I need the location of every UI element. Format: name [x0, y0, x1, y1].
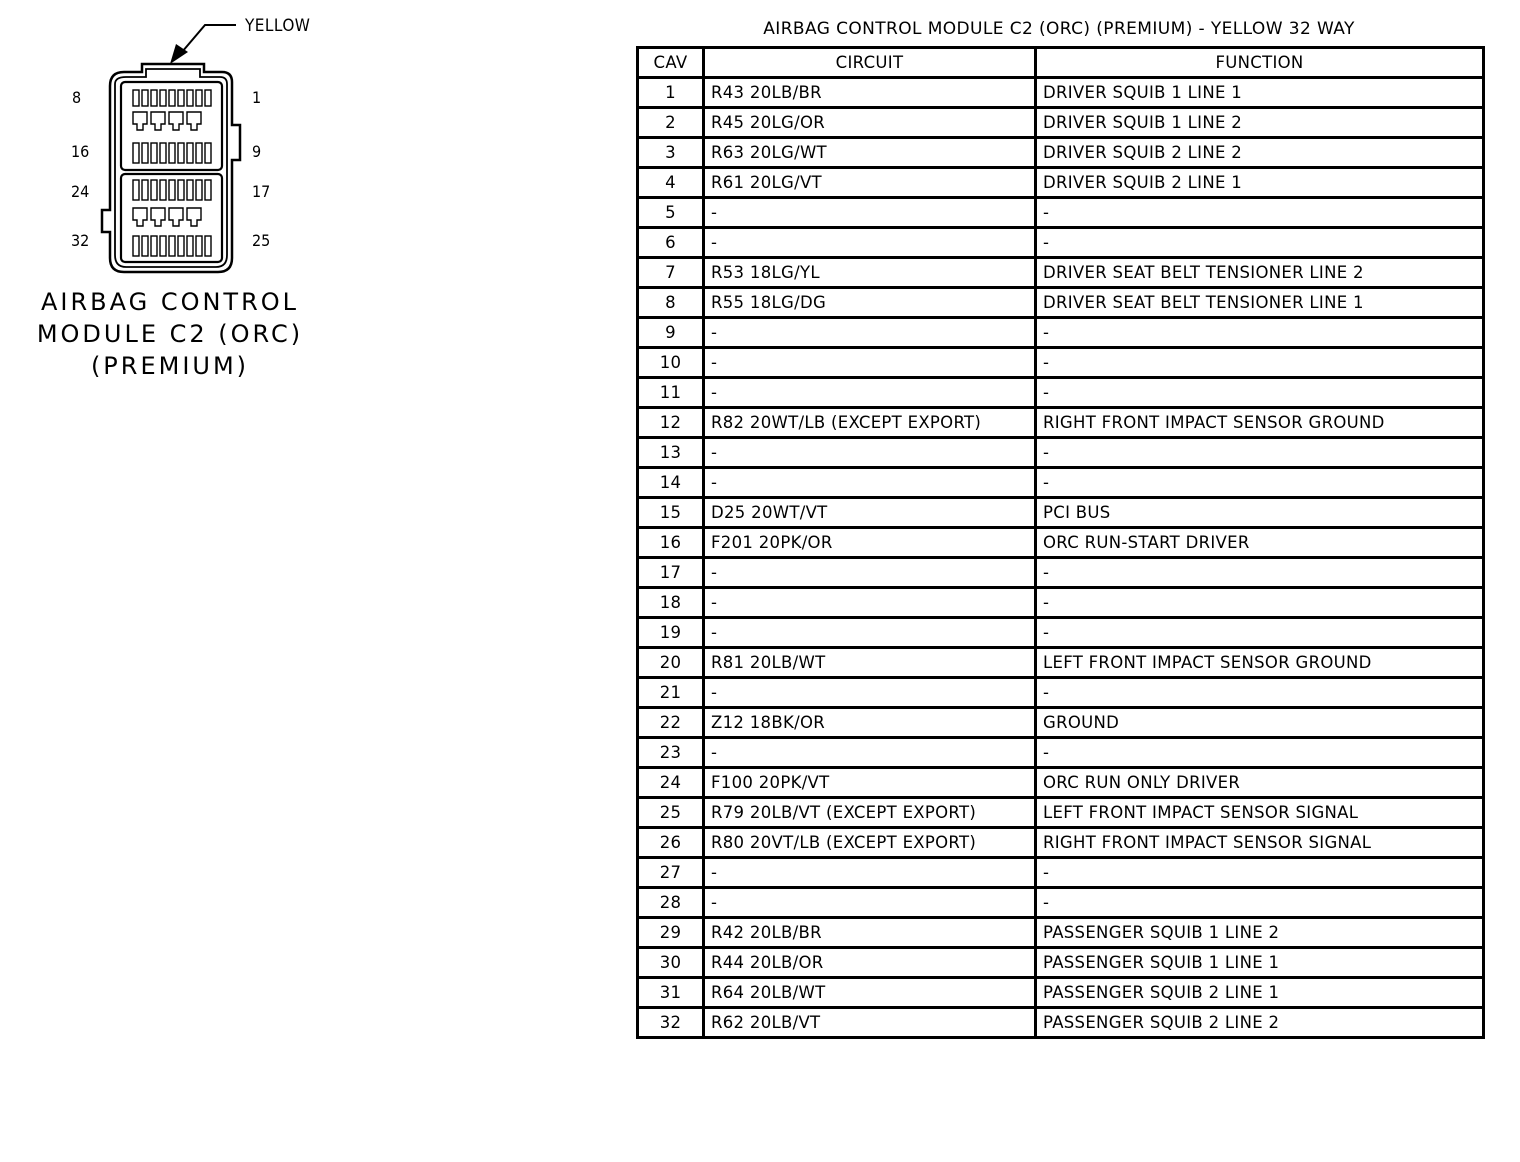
cav-cell: 3: [638, 138, 704, 168]
cav-cell: 5: [638, 198, 704, 228]
table-row: [638, 228, 1484, 258]
connector-housing: [102, 64, 240, 272]
table-row: [638, 138, 1484, 168]
cav-cell: 28: [638, 888, 704, 918]
table-title: AIRBAG CONTROL MODULE C2 (ORC) (PREMIUM) - YELLOW 32 WAY: [763, 19, 1355, 39]
cav-cell: 12: [638, 408, 704, 438]
function-cell: PASSENGER SQUIB 2 LINE 2: [1036, 1008, 1484, 1038]
function-cell: LEFT FRONT IMPACT SENSOR GROUND: [1036, 648, 1484, 678]
cav-cell: 16: [638, 528, 704, 558]
upper-cavity-block: [133, 90, 211, 163]
function-cell: GROUND: [1036, 708, 1484, 738]
header-function: FUNCTION: [1036, 48, 1484, 78]
circuit-cell: R55 18LG/DG: [704, 288, 1036, 318]
circuit-cell: R80 20VT/LB (EXCEPT EXPORT): [704, 828, 1036, 858]
function-cell: -: [1036, 588, 1484, 618]
table-row: [638, 288, 1484, 318]
caption-line-2: MODULE C2 (ORC): [36, 320, 304, 348]
function-cell: -: [1036, 228, 1484, 258]
table-row: [638, 528, 1484, 558]
circuit-cell: -: [704, 558, 1036, 588]
table-row: [638, 828, 1484, 858]
cav-cell: 17: [638, 558, 704, 588]
function-cell: -: [1036, 738, 1484, 768]
circuit-cell: -: [704, 198, 1036, 228]
circuit-cell: R44 20LB/OR: [704, 948, 1036, 978]
function-cell: PASSENGER SQUIB 2 LINE 1: [1036, 978, 1484, 1008]
circuit-cell: R61 20LG/VT: [704, 168, 1036, 198]
cav-cell: 21: [638, 678, 704, 708]
circuit-cell: -: [704, 588, 1036, 618]
circuit-cell: D25 20WT/VT: [704, 498, 1036, 528]
pin-label-32: 32: [71, 231, 90, 250]
cav-cell: 25: [638, 798, 704, 828]
function-cell: LEFT FRONT IMPACT SENSOR SIGNAL: [1036, 798, 1484, 828]
function-cell: DRIVER SEAT BELT TENSIONER LINE 1: [1036, 288, 1484, 318]
circuit-cell: -: [704, 888, 1036, 918]
table-row: [638, 858, 1484, 888]
color-leader-arrow: [182, 25, 236, 52]
circuit-cell: R64 20LB/WT: [704, 978, 1036, 1008]
table-row: [638, 558, 1484, 588]
lower-cavity-block: [133, 180, 211, 256]
cav-cell: 9: [638, 318, 704, 348]
function-cell: -: [1036, 438, 1484, 468]
cav-cell: 30: [638, 948, 704, 978]
cav-cell: 8: [638, 288, 704, 318]
function-cell: DRIVER SQUIB 2 LINE 1: [1036, 168, 1484, 198]
table-row: [638, 888, 1484, 918]
cav-cell: 24: [638, 768, 704, 798]
circuit-cell: R63 20LG/WT: [704, 138, 1036, 168]
table-row: [638, 768, 1484, 798]
cav-cell: 26: [638, 828, 704, 858]
function-cell: -: [1036, 558, 1484, 588]
table-row: [638, 258, 1484, 288]
circuit-cell: F201 20PK/OR: [704, 528, 1036, 558]
pin-label-8: 8: [72, 88, 82, 107]
cav-cell: 6: [638, 228, 704, 258]
circuit-cell: -: [704, 438, 1036, 468]
table-row: [638, 198, 1484, 228]
caption-line-3: (PREMIUM): [90, 352, 250, 380]
circuit-cell: R53 18LG/YL: [704, 258, 1036, 288]
cav-cell: 18: [638, 588, 704, 618]
circuit-cell: -: [704, 468, 1036, 498]
function-cell: DRIVER SEAT BELT TENSIONER LINE 2: [1036, 258, 1484, 288]
cav-cell: 15: [638, 498, 704, 528]
table-row: [638, 468, 1484, 498]
table-row: [638, 168, 1484, 198]
function-cell: -: [1036, 618, 1484, 648]
function-cell: DRIVER SQUIB 1 LINE 1: [1036, 78, 1484, 108]
cav-cell: 4: [638, 168, 704, 198]
table-row: [638, 408, 1484, 438]
pin-label-9: 9: [252, 142, 262, 161]
function-cell: PASSENGER SQUIB 1 LINE 1: [1036, 948, 1484, 978]
function-cell: -: [1036, 198, 1484, 228]
caption-line-1: AIRBAG CONTROL: [40, 288, 300, 316]
function-cell: -: [1036, 348, 1484, 378]
table-row: [638, 738, 1484, 768]
cav-cell: 19: [638, 618, 704, 648]
circuit-cell: -: [704, 738, 1036, 768]
cav-cell: 32: [638, 1008, 704, 1038]
circuit-cell: -: [704, 228, 1036, 258]
circuit-cell: R43 20LB/BR: [704, 78, 1036, 108]
cav-cell: 13: [638, 438, 704, 468]
function-cell: -: [1036, 468, 1484, 498]
table-row: [638, 798, 1484, 828]
pin-label-16: 16: [71, 142, 90, 161]
cav-cell: 23: [638, 738, 704, 768]
function-cell: PASSENGER SQUIB 1 LINE 2: [1036, 918, 1484, 948]
table-row: [638, 108, 1484, 138]
table-row: [638, 948, 1484, 978]
table-row: [638, 78, 1484, 108]
cav-cell: 2: [638, 108, 704, 138]
cav-cell: 31: [638, 978, 704, 1008]
table-row: [638, 438, 1484, 468]
function-cell: -: [1036, 678, 1484, 708]
circuit-cell: -: [704, 618, 1036, 648]
pin-label-24: 24: [71, 182, 90, 201]
circuit-cell: -: [704, 858, 1036, 888]
connector-color-label: YELLOW: [245, 16, 311, 36]
cav-cell: 7: [638, 258, 704, 288]
pinout-table: [636, 46, 1485, 1039]
table-row: [638, 588, 1484, 618]
function-cell: RIGHT FRONT IMPACT SENSOR GROUND: [1036, 408, 1484, 438]
function-cell: DRIVER SQUIB 2 LINE 2: [1036, 138, 1484, 168]
function-cell: PCI BUS: [1036, 498, 1484, 528]
connector-caption: [20, 286, 320, 382]
function-cell: -: [1036, 378, 1484, 408]
circuit-cell: R79 20LB/VT (EXCEPT EXPORT): [704, 798, 1036, 828]
pin-label-1: 1: [252, 88, 262, 107]
table-row: [638, 378, 1484, 408]
function-cell: RIGHT FRONT IMPACT SENSOR SIGNAL: [1036, 828, 1484, 858]
table-row: [638, 348, 1484, 378]
cav-cell: 22: [638, 708, 704, 738]
function-cell: ORC RUN ONLY DRIVER: [1036, 768, 1484, 798]
circuit-cell: -: [704, 378, 1036, 408]
function-cell: -: [1036, 318, 1484, 348]
pin-label-17: 17: [252, 182, 271, 201]
circuit-cell: R42 20LB/BR: [704, 918, 1036, 948]
table-row: [638, 708, 1484, 738]
table-row: [638, 918, 1484, 948]
cav-cell: 1: [638, 78, 704, 108]
table-row: [638, 648, 1484, 678]
circuit-cell: -: [704, 318, 1036, 348]
function-cell: ORC RUN-START DRIVER: [1036, 528, 1484, 558]
circuit-cell: -: [704, 348, 1036, 378]
table-header-row: [638, 48, 1484, 78]
function-cell: DRIVER SQUIB 1 LINE 2: [1036, 108, 1484, 138]
circuit-cell: R45 20LG/OR: [704, 108, 1036, 138]
circuit-cell: R82 20WT/LB (EXCEPT EXPORT): [704, 408, 1036, 438]
cav-cell: 20: [638, 648, 704, 678]
table-body: [638, 78, 1484, 1038]
table-row: [638, 1008, 1484, 1038]
circuit-cell: R62 20LB/VT: [704, 1008, 1036, 1038]
circuit-cell: -: [704, 678, 1036, 708]
table-row: [638, 978, 1484, 1008]
cav-cell: 14: [638, 468, 704, 498]
table-row: [638, 618, 1484, 648]
connector-face-drawing: [0, 0, 340, 285]
circuit-cell: Z12 18BK/OR: [704, 708, 1036, 738]
function-cell: -: [1036, 888, 1484, 918]
pin-label-25: 25: [252, 231, 271, 250]
connector-diagram: [0, 0, 340, 400]
cav-cell: 11: [638, 378, 704, 408]
cav-cell: 29: [638, 918, 704, 948]
function-cell: -: [1036, 858, 1484, 888]
cav-cell: 27: [638, 858, 704, 888]
table-row: [638, 318, 1484, 348]
table-row: [638, 678, 1484, 708]
table-row: [638, 498, 1484, 528]
header-cav: CAV: [638, 48, 704, 78]
header-circuit: CIRCUIT: [704, 48, 1036, 78]
circuit-cell: F100 20PK/VT: [704, 768, 1036, 798]
circuit-cell: R81 20LB/WT: [704, 648, 1036, 678]
cav-cell: 10: [638, 348, 704, 378]
